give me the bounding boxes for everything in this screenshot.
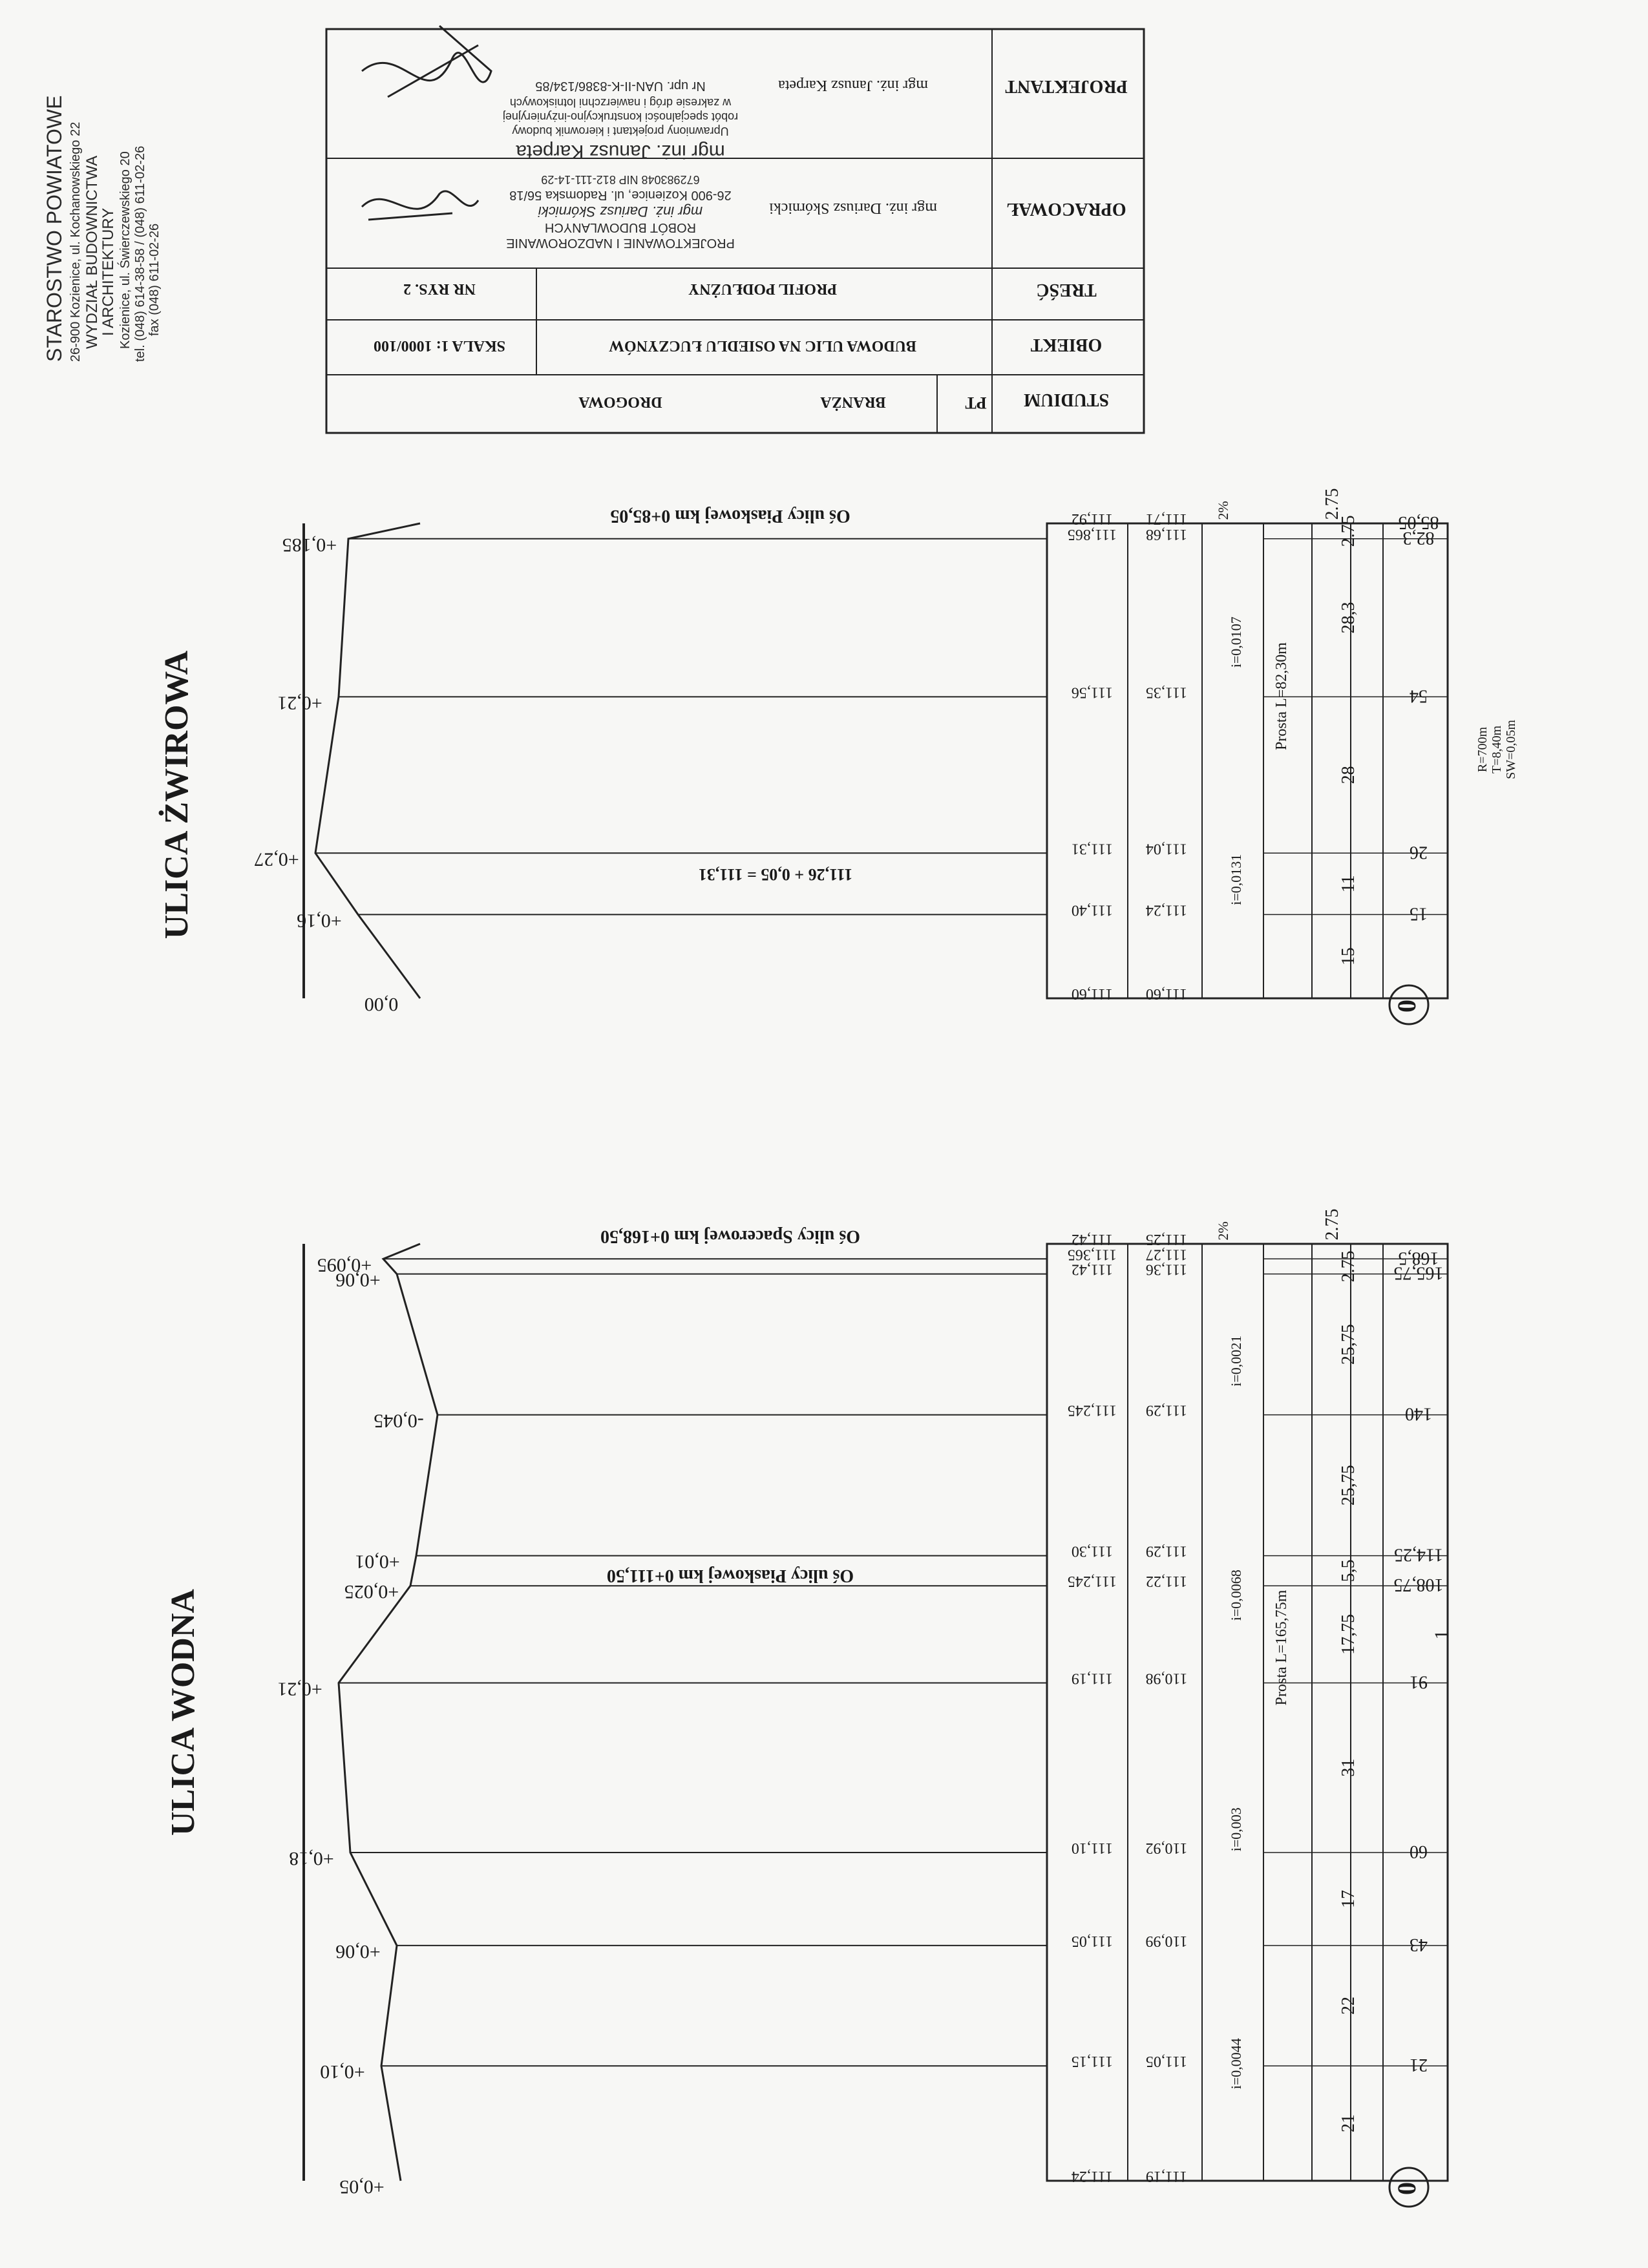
station-design-value: 111,92	[1071, 510, 1114, 527]
station-terrain-value: 111,68	[1145, 525, 1188, 543]
signature-projektant	[362, 26, 491, 97]
title-nr-rys: NR RYS. 2	[403, 280, 476, 297]
station-level-label: +0,05	[339, 2176, 385, 2198]
slope-value: i=0,0068	[1228, 1570, 1244, 1621]
interval-value: 11	[1338, 875, 1358, 893]
title-branza-value: DROGOWA	[578, 394, 662, 410]
stamp-projektant-line: Nr upr. UAN-II-K-8386/134/85	[535, 79, 706, 93]
station-terrain-value: 111,60	[1145, 985, 1188, 1002]
stamp-opracowal-line: PROJEKTOWANIE I NADZOROWANIE	[506, 236, 735, 250]
station-design-value: 111,245	[1067, 1573, 1117, 1590]
station-terrain-value: 111,71	[1145, 510, 1188, 527]
slope-value: i=0,0107	[1228, 616, 1244, 668]
stamp-projektant-line: w zakresie dróg i nawierzchni lotniskowych	[509, 96, 732, 109]
stamp-opracowal-line: 672983048 NIP 812-111-14-29	[541, 173, 700, 186]
station-terrain-value: 111,05	[1145, 2053, 1188, 2070]
station-km-value: 85,05	[1398, 512, 1439, 532]
station-terrain-value: 111,19	[1145, 2168, 1188, 2185]
title-opracowal-value: mgr inż. Dariusz Skórnicki	[769, 200, 937, 216]
interval-value: 25,75	[1338, 1324, 1358, 1365]
station-terrain-value: 110,98	[1145, 1670, 1188, 1687]
station-km-value: 26	[1410, 842, 1428, 863]
interval-value: 28	[1338, 766, 1358, 784]
title-opracowal-label: OPRACOWAŁ	[1006, 199, 1126, 219]
station-terrain-value: 111,29	[1145, 1542, 1188, 1560]
station-km-value: 60	[1410, 1841, 1428, 1862]
station-terrain-value: 111,04	[1145, 840, 1188, 857]
title-pt: PT	[965, 394, 987, 412]
station-terrain-value: 111,25	[1145, 1231, 1188, 1248]
station-design-value: 111,865	[1067, 525, 1117, 543]
title-projektant-label: PROJEKTANT	[1005, 76, 1128, 96]
design-line	[339, 1244, 438, 2181]
stamp-opracowal	[506, 173, 735, 250]
profiles-layer	[158, 488, 1518, 2207]
stamp-projektant-line: Uprawniony projektant i kierownik budowy	[512, 125, 729, 138]
title-obiekt-label: OBIEKT	[1030, 335, 1103, 355]
station-design-value: 111,40	[1071, 901, 1114, 919]
station-design-value: 111,56	[1071, 684, 1114, 701]
station-level-label: +0,16	[297, 910, 342, 932]
profile-title: ULICA ŻWIROWA	[158, 650, 195, 940]
station-terrain-value: 111,36	[1145, 1261, 1188, 1278]
station-terrain-value: 111,35	[1145, 684, 1188, 701]
stamp-line-4: I ARCHITEKTURY	[100, 207, 117, 336]
interval-value: 22	[1338, 1997, 1358, 2015]
station-level-label: +0,18	[289, 1847, 334, 1869]
slope-value: i=0,0044	[1228, 2038, 1244, 2090]
axis-mid-label: Oś ulicy Piaskowej km 0+111,50	[606, 1566, 854, 1586]
station-level-label: +0,21	[277, 692, 322, 714]
station-design-value: 111,42	[1071, 1261, 1114, 1278]
station-km-value: 43	[1410, 1934, 1428, 1955]
station-km-value: 114,25	[1394, 1544, 1443, 1565]
stamp-projektant-line: robót specjalności konstrukcyjno-inżynieryjnej	[502, 110, 739, 123]
station-terrain-value: 111,24	[1145, 901, 1188, 919]
stamp-projektant-line: mgr inż. Janusz Karpeta	[516, 141, 725, 162]
station-level-label: -0,045	[374, 1410, 424, 1432]
station-km-value: 15	[1410, 903, 1428, 924]
station-terrain-value: 110,92	[1145, 1839, 1188, 1856]
station-level-label: 0,00	[364, 994, 399, 1015]
station-design-value: 111,365	[1067, 1246, 1117, 1263]
stamp-opracowal-line: 26-900 Kozienice, ul. Radomska 56/18	[509, 188, 732, 202]
interval-value: 21	[1338, 2114, 1358, 2133]
station-design-value: 111,10	[1071, 1839, 1114, 1856]
stamp-opracowal-line: ROBÓT BUDOWLANYCH	[544, 220, 697, 235]
slope-value: i=0,0021	[1228, 1335, 1244, 1387]
km-width-label: 2.75	[1322, 488, 1342, 520]
stamp-projektant	[503, 79, 738, 162]
title-skala: SKALA 1: 1000/100	[373, 337, 506, 354]
interval-value: 15	[1338, 947, 1358, 966]
interval-value: 31	[1338, 1758, 1358, 1777]
station-level-label: +0,21	[277, 1678, 322, 1700]
title-studium: STUDIUM	[1023, 390, 1110, 410]
calc-note: 111,26 + 0,05 = 111,31	[698, 865, 853, 884]
interval-value: 17	[1338, 1889, 1358, 1908]
title-tresc-label: TREŚĆ	[1036, 280, 1097, 300]
axis-end-label: Oś ulicy Spacerowej km 0+168,50	[600, 1226, 860, 1246]
interval-value: 28,3	[1338, 602, 1358, 634]
station-level-label: +0,06	[335, 1940, 381, 1962]
start-station-label: 0	[1392, 2182, 1421, 2195]
station-marker-label: 1	[1431, 1630, 1452, 1640]
station-level-label: +0,095	[317, 1254, 372, 1276]
stamp-opracowal-line: mgr inż. Dariusz Skórnicki	[538, 204, 703, 220]
slope-value: i=0,0131	[1228, 854, 1244, 905]
stamp-line-5: Kozienice, ul. Świerczewskiego 20	[118, 151, 132, 349]
start-station-label: 0	[1392, 1000, 1421, 1013]
curve-note-line: T=8,40m	[1490, 725, 1504, 774]
station-design-value: 111,05	[1071, 1932, 1114, 1949]
profile-grid	[1047, 1244, 1448, 2181]
station-km-value: 165,75	[1393, 1263, 1444, 1283]
station-design-value: 111,60	[1071, 985, 1114, 1002]
interval-value: 17,75	[1338, 1613, 1358, 1655]
km-width-label: 2.75	[1322, 1208, 1342, 1241]
station-design-value: 111,245	[1067, 1402, 1117, 1419]
title-obiekt-value: BUDOWA ULIC NA OSIEDLU ŁUCZYNÓW	[608, 337, 917, 354]
station-terrain-value: 111,22	[1145, 1573, 1188, 1590]
title-block	[326, 26, 1144, 433]
slope-value: i=0,003	[1228, 1807, 1244, 1852]
station-level-label: +0,06	[335, 1269, 381, 1291]
header-stamp	[43, 96, 162, 362]
stamp-line-6: tel. (048) 614-38-58 / (048) 611-02-26	[133, 145, 147, 362]
stamp-line-1: STAROSTWO POWIATOWE	[43, 95, 66, 362]
station-km-value: 108,75	[1393, 1575, 1444, 1595]
station-design-value: 111,30	[1071, 1542, 1114, 1560]
station-level-label: +0,025	[344, 1581, 399, 1603]
station-design-value: 111,19	[1071, 1670, 1114, 1687]
title-tresc-value: PROFIL PODŁUŻNY	[688, 280, 838, 297]
title-projektant-value: mgr inż. Janusz Karpeta	[778, 77, 928, 94]
interval-value: 5,5	[1338, 1559, 1358, 1582]
stamp-line-7: fax (048) 611-02-26	[147, 223, 162, 336]
profile-1	[304, 523, 1448, 1024]
profile-grid	[1047, 523, 1448, 998]
station-km-value: 82,3	[1402, 527, 1435, 548]
station-design-value: 111,42	[1071, 1231, 1114, 1248]
station-design-value: 111,15	[1071, 2053, 1114, 2070]
stamp-line-2: 26-900 Kozienice, ul. Kochanowskiego 22	[69, 121, 83, 362]
signature-opracowal	[362, 191, 478, 220]
station-km-value: 91	[1410, 1672, 1428, 1692]
axis-end-label: Oś ulicy Piaskowej km 0+85,05	[610, 506, 850, 526]
interval-value: 2.75	[1338, 1250, 1358, 1283]
title-branza-label: BRANŻA	[820, 394, 886, 410]
side-slope-label: 2%	[1215, 501, 1231, 520]
station-design-value: 111,31	[1071, 840, 1114, 857]
station-km-value: 21	[1410, 2055, 1428, 2075]
interval-value: 25,75	[1338, 1465, 1358, 1506]
station-terrain-value: 111,27	[1145, 1246, 1188, 1263]
curve-note-line: SW=0,05m	[1504, 720, 1518, 779]
station-level-label: +0,27	[254, 848, 299, 870]
interval-value: 2.75	[1338, 515, 1358, 547]
profile-title: ULICA WODNA	[165, 1589, 202, 1836]
station-level-label: +0,01	[355, 1551, 400, 1573]
station-level-label: +0,185	[282, 534, 337, 556]
straight-section-label: Prosta L=165,75m	[1273, 1590, 1290, 1706]
station-km-value: 140	[1405, 1403, 1432, 1424]
station-level-label: +0,10	[320, 2061, 365, 2083]
station-design-value: 111,24	[1071, 2168, 1114, 2185]
curve-note-line: R=700m	[1475, 726, 1490, 773]
station-km-value: 54	[1410, 686, 1428, 706]
station-terrain-value: 111,29	[1145, 1402, 1188, 1419]
straight-section-label: Prosta L=82,30m	[1273, 642, 1290, 750]
station-terrain-value: 110,99	[1145, 1932, 1188, 1949]
stamp-line-3: WYDZIAŁ BUDOWNICTWA	[83, 155, 101, 349]
side-slope-label: 2%	[1215, 1221, 1231, 1241]
station-km-value: 168,5	[1398, 1248, 1439, 1268]
profile-2	[304, 1244, 1448, 2207]
